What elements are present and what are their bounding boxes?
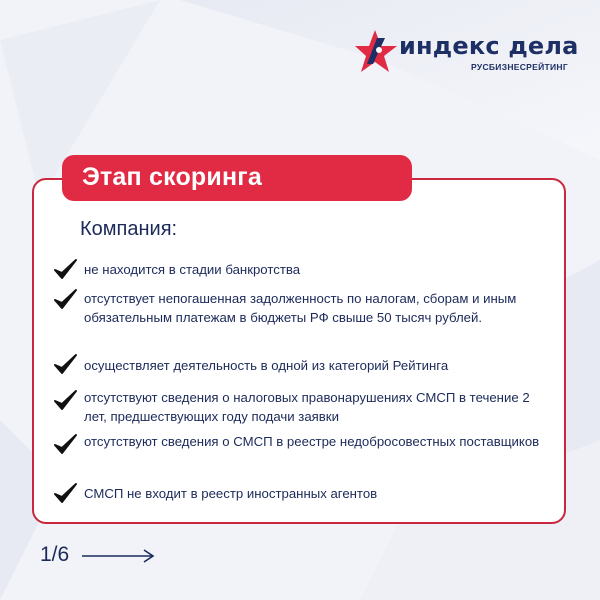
page-indicator: 1/6	[40, 543, 70, 566]
list-item-text: отсутствует непогашенная задолженность по налогам, сборам и иным обязательным платежам в бюджеты РФ свыше 50 тысяч рублей.	[84, 291, 517, 325]
checkmark-icon	[52, 287, 78, 313]
checkmark-icon	[52, 388, 78, 414]
list-item-text: осуществляет деятельность в одной из категорий Рейтинга	[84, 358, 449, 373]
checkmark-icon	[52, 352, 78, 378]
checkmark-icon	[52, 257, 78, 283]
checkmark-icon	[52, 432, 78, 458]
list-item-text: отсутствуют сведения о СМСП в реестре недобросовестных поставщиков	[84, 434, 540, 449]
list-item-text: СМСП не входит в реестр иностранных агентов	[84, 486, 378, 501]
arrow-right-icon[interactable]	[80, 545, 158, 567]
page-title: Этап скоринга	[82, 163, 262, 191]
brand-subtitle: РУСБИЗНЕСРЕЙТИНГ	[471, 62, 568, 72]
list-item-text: отсутствуют сведения о налоговых правонарушениях СМСП в течение 2 лет, предшествующих году подачи заявки	[84, 390, 530, 424]
list-item-text: не находится в стадии банкротства	[84, 262, 301, 277]
intro-label: Компания:	[80, 218, 178, 240]
checkmark-icon	[52, 481, 78, 507]
brand-name: индекс дела	[399, 32, 579, 60]
